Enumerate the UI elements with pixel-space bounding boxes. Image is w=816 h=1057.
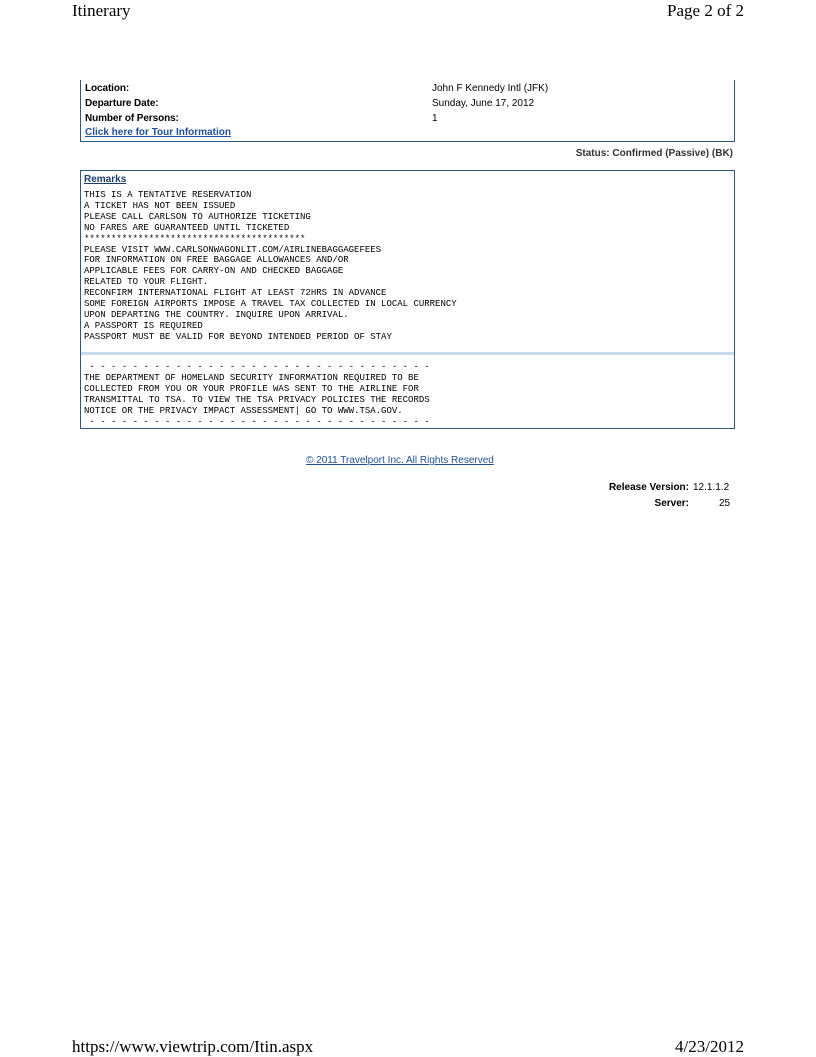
persons-label: Number of Persons: bbox=[85, 113, 179, 124]
copyright-link[interactable]: © 2011 Travelport Inc. All Rights Reserved bbox=[306, 455, 494, 466]
release-version-label: Release Version: bbox=[608, 482, 689, 493]
tsa-notice-text: - - - - - - - - - - - - - - - - - - - - - - - - - - - - - - - - THE DEPARTMENT OF HOMELAND SECURITY INFORMATION REQUIRED TO BE COLLECTED FROM YOU OR YOUR PROFILE WAS SENT TO THE AIRLINE FOR TRANSMITTAL TO TSA. TO VIEW THE TSA PRIVACY POLICIES THE RECORDS NOTICE OR THE PRIVACY IMPACT ASSESSMENT| GO TO WWW.TSA.GOV. - - - - - - - - - - - - - - - - - - - - - - - - - - - - - - - - bbox=[84, 362, 430, 427]
page-number: Page 2 of 2 bbox=[667, 1, 744, 20]
location-label: Location: bbox=[85, 83, 130, 94]
document-title: Itinerary bbox=[72, 1, 131, 20]
server-label: Server: bbox=[654, 498, 689, 509]
location-value: John F Kennedy Intl (JFK) bbox=[432, 83, 549, 94]
remarks-text: THIS IS A TENTATIVE RESERVATION A TICKET HAS NOT BEEN ISSUED PLEASE CALL CARLSON TO AUTHORIZE TICKETING NO FARES ARE GUARANTEED UNTIL TICKETED ***************************************** PLEASE VISIT WWW.CARLSONWAGONLIT.COM/AIRLINEBAGGAGEFEES FOR INFORMATION ON FREE BAGGAGE ALLOWANCES AND/OR APPLICABLE FEES FOR CARRY-ON AND CHECKED BAGGAGE RELATED TO YOUR FLIGHT. RECONFIRM INTERNATIONAL FLIGHT AT LEAST 72HRS IN ADVANCE SOME FOREIGN AIRPORTS IMPOSE A TRAVEL TAX COLLECTED IN LOCAL CURRENCY UPON DEPARTING THE COUNTRY. INQUIRE UPON ARRIVAL. A PASSPORT IS REQUIRED PASSPORT MUST BE VALID FOR BEYOND INTENDED PERIOD OF STAY bbox=[84, 190, 457, 342]
release-version-value: 12.1.1.2 bbox=[693, 482, 730, 493]
departure-date-value: Sunday, June 17, 2012 bbox=[432, 98, 535, 109]
persons-value: 1 bbox=[432, 113, 438, 124]
server-value: 25 bbox=[719, 498, 731, 509]
tour-information-link[interactable]: Click here for Tour Information bbox=[85, 127, 231, 138]
booking-status: Status: Confirmed (Passive) (BK) bbox=[575, 148, 733, 159]
remarks-divider bbox=[81, 352, 734, 355]
footer-url: https://www.viewtrip.com/Itin.aspx bbox=[72, 1037, 314, 1056]
remarks-title: Remarks bbox=[84, 174, 127, 185]
footer-date: 4/23/2012 bbox=[675, 1037, 744, 1056]
departure-date-label: Departure Date: bbox=[85, 98, 159, 109]
